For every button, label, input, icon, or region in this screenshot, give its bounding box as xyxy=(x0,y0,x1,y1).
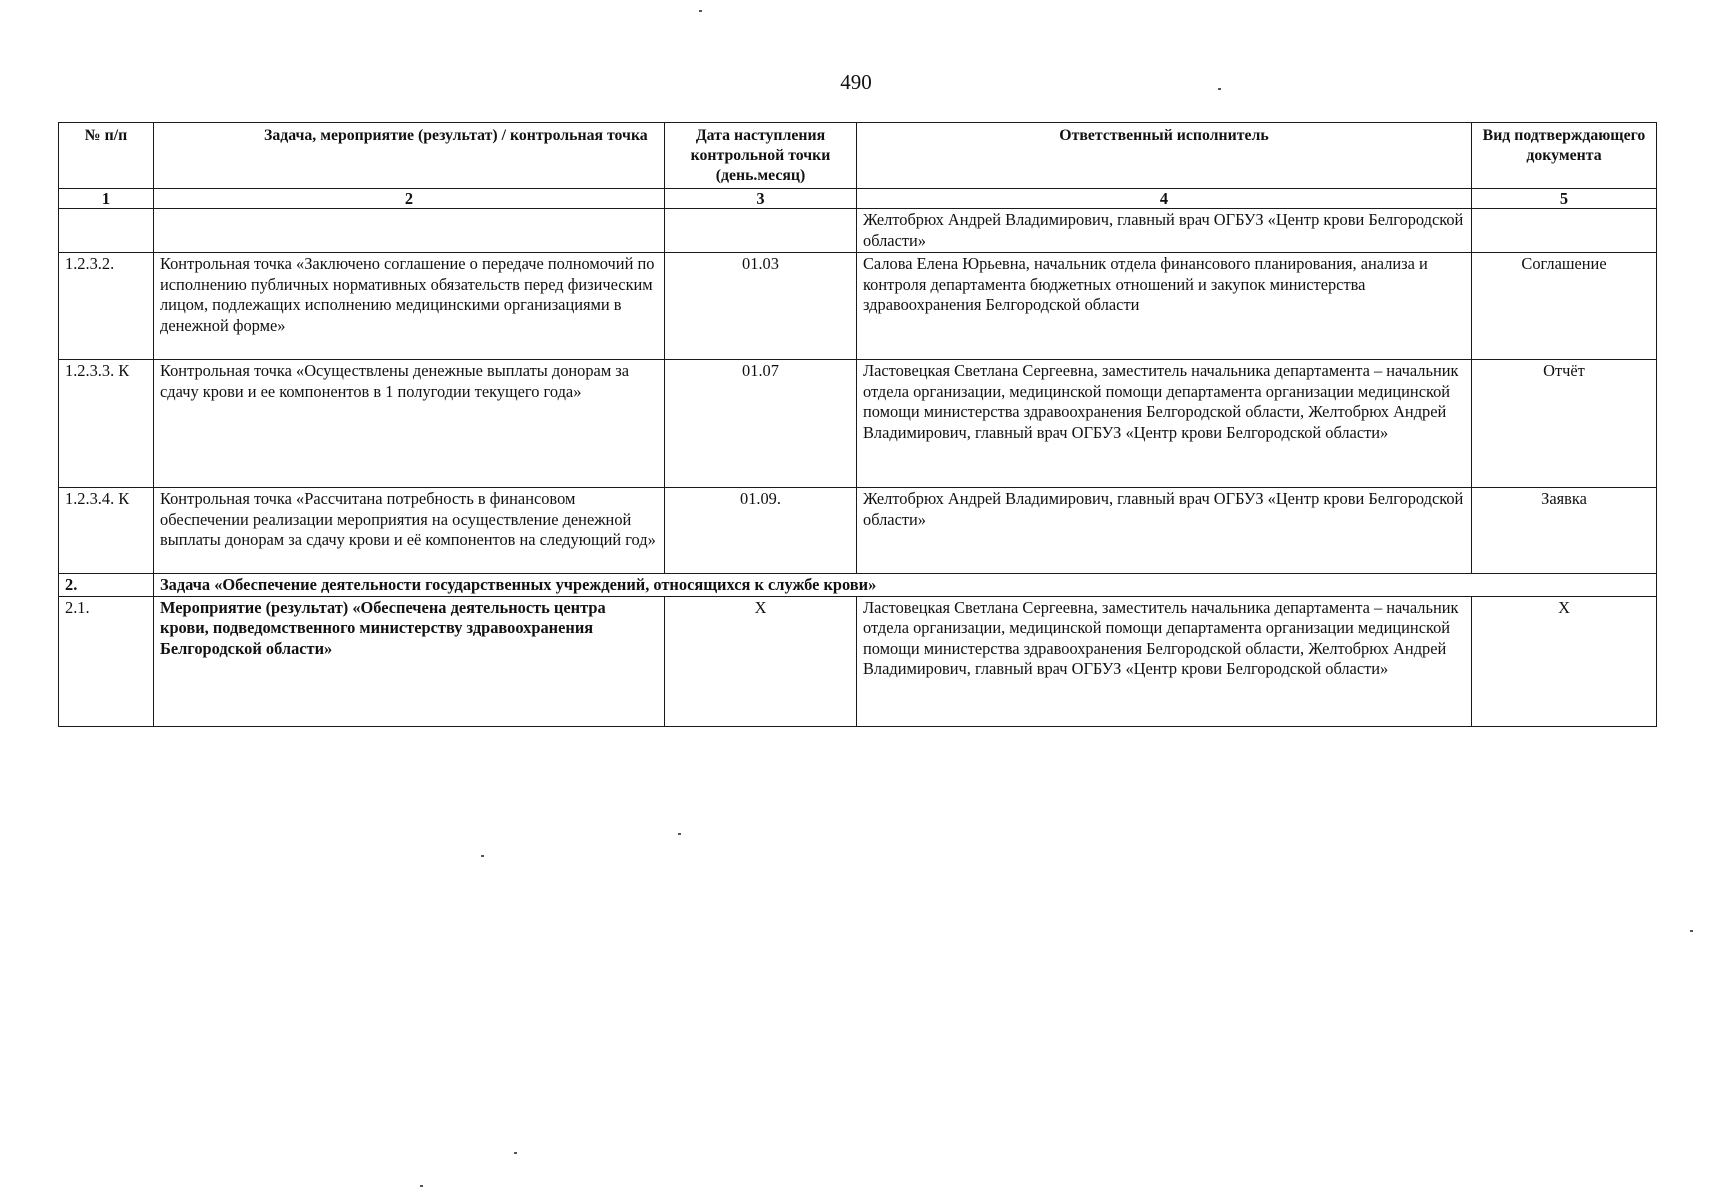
scan-speck xyxy=(678,833,681,835)
table-row xyxy=(59,360,1657,488)
row-executor: Салова Елена Юрьевна, начальник отдела финансового планирования, анализа и контроля департамента бюджетных отношений и закупок министерства здравоохранения Белгородской области xyxy=(857,253,1472,360)
row-document xyxy=(1472,209,1657,253)
column-numbers-row xyxy=(59,189,1657,209)
header-task: Задача, мероприятие (результат) / контрольная точка xyxy=(154,123,665,189)
column-number: 5 xyxy=(1472,189,1657,209)
row-number xyxy=(59,209,154,253)
row-executor: Ластовецкая Светлана Сергеевна, заместитель начальника департамента – начальник отдела организации, медицинской помощи департамента организации медицинской помощи министерства здравоохранения Белгородской области, Желтобрюх Андрей Владимирович, главный врач ОГБУЗ «Центр крови Белгородской области» xyxy=(857,360,1472,488)
column-number: 2 xyxy=(154,189,665,209)
scan-speck xyxy=(1218,88,1221,90)
task-number: 2. xyxy=(59,574,154,597)
row-date xyxy=(665,209,857,253)
table-header-row xyxy=(59,123,1657,189)
row-date: 01.09. xyxy=(665,488,857,574)
row-number: 1.2.3.3. К xyxy=(59,360,154,488)
scan-speck xyxy=(699,10,702,12)
scan-speck xyxy=(514,1152,517,1154)
header-document: Вид подтверждающего документа xyxy=(1472,123,1657,189)
column-number: 1 xyxy=(59,189,154,209)
row-executor: Желтобрюх Андрей Владимирович, главный врач ОГБУЗ «Центр крови Белгородской области» xyxy=(857,209,1472,253)
row-document: Заявка xyxy=(1472,488,1657,574)
header-executor: Ответственный исполнитель xyxy=(857,123,1472,189)
row-task xyxy=(154,209,665,253)
row-task: Контрольная точка «Заключено соглашение о передаче полномочий по исполнению публичных нормативных обязательств перед физическим лицом, подлежащих исполнению медицинскими организациями в денежной форме» xyxy=(154,253,665,360)
scan-speck xyxy=(481,855,484,857)
activity-document: Х xyxy=(1472,596,1657,726)
task-title: Задача «Обеспечение деятельности государственных учреждений, относящихся к службе крови» xyxy=(154,574,1657,597)
column-number: 3 xyxy=(665,189,857,209)
row-document: Отчёт xyxy=(1472,360,1657,488)
row-task: Контрольная точка «Рассчитана потребность в финансовом обеспечении реализации мероприятия на осуществление денежной выплаты донорам за сдачу крови и её компонентов на следующий год» xyxy=(154,488,665,574)
scan-speck xyxy=(420,1185,423,1187)
header-date: Дата наступления контрольной точки (день.месяц) xyxy=(665,123,857,189)
activity-date: Х xyxy=(665,596,857,726)
column-number: 4 xyxy=(857,189,1472,209)
activity-number: 2.1. xyxy=(59,596,154,726)
row-date: 01.07 xyxy=(665,360,857,488)
row-task: Контрольная точка «Осуществлены денежные выплаты донорам за сдачу крови и ее компонентов в 1 полугодии текущего года» xyxy=(154,360,665,488)
table-row xyxy=(59,209,1657,253)
row-number: 1.2.3.4. К xyxy=(59,488,154,574)
activity-executor: Ластовецкая Светлана Сергеевна, заместитель начальника департамента – начальник отдела организации, медицинской помощи департамента организации медицинской помощи министерства здравоохранения Белгородской области, Желтобрюх Андрей Владимирович, главный врач ОГБУЗ «Центр крови Белгородской области» xyxy=(857,596,1472,726)
plan-table xyxy=(58,122,1657,727)
header-number: № п/п xyxy=(59,123,154,189)
row-date: 01.03 xyxy=(665,253,857,360)
scan-speck xyxy=(1690,930,1693,932)
table-row xyxy=(59,488,1657,574)
row-number: 1.2.3.2. xyxy=(59,253,154,360)
table-row xyxy=(59,253,1657,360)
activity-row xyxy=(59,596,1657,726)
page-number: 490 xyxy=(840,70,872,94)
row-document: Соглашение xyxy=(1472,253,1657,360)
task-row xyxy=(59,574,1657,597)
row-executor: Желтобрюх Андрей Владимирович, главный врач ОГБУЗ «Центр крови Белгородской области» xyxy=(857,488,1472,574)
activity-task: Мероприятие (результат) «Обеспечена деятельность центра крови, подведомственного министерству здравоохранения Белгородской области» xyxy=(154,596,665,726)
